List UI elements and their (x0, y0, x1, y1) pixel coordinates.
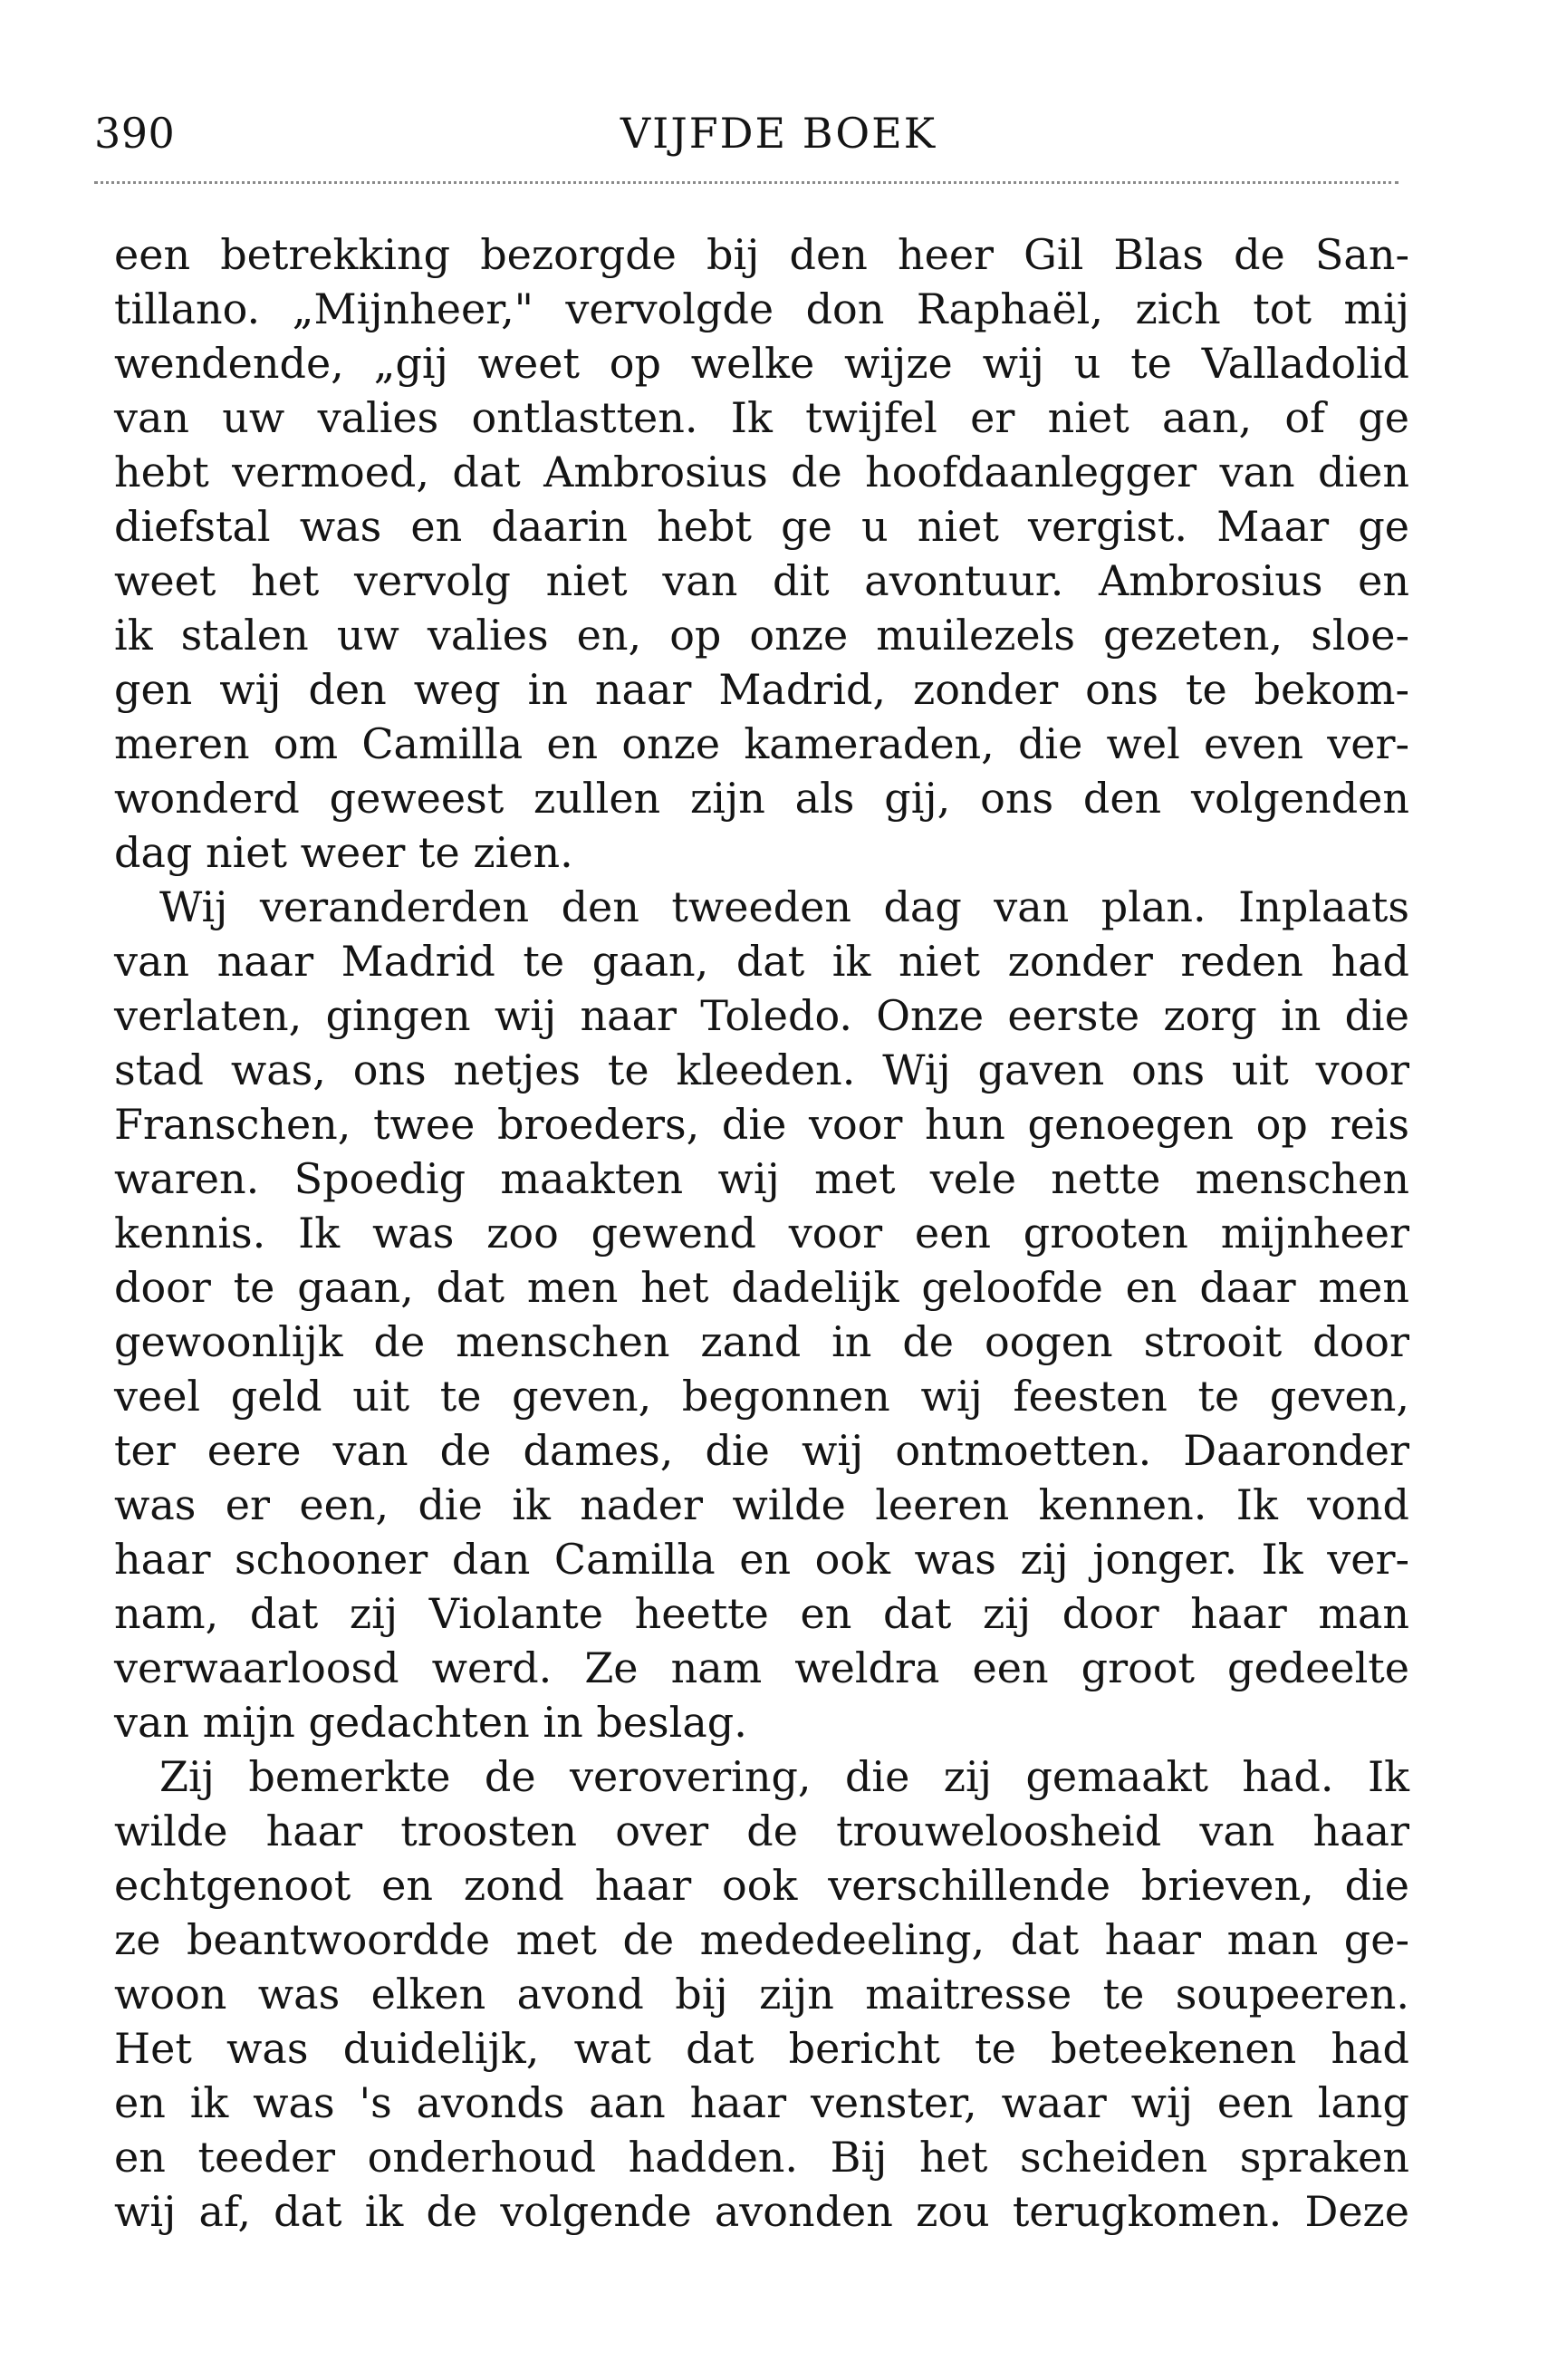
text-line: ter eere van de dames, die wij ontmoetten. Daaronder (114, 1426, 1409, 1475)
text-line: en ik was 's avonds aan haar venster, waar wij een lang (114, 2078, 1409, 2127)
text-line: hebt vermoed, dat Ambrosius de hoofdaanlegger van dien (114, 448, 1409, 496)
text-line: wonderd geweest zullen zijn als gij, ons den volgenden (114, 774, 1409, 823)
text-line: wilde haar troosten over de trouweloosheid van haar (114, 1807, 1409, 1855)
running-title: VIJFDE BOEK (620, 109, 937, 158)
text-line: verlaten, gingen wij naar Toledo. Onze eerste zorg in die (114, 991, 1409, 1040)
text-line: echtgenoot en zond haar ook verschillende brieven, die (114, 1861, 1409, 1910)
text-line: Wij veranderden den tweeden dag van plan. Inplaats (159, 882, 1409, 931)
text-line: meren om Camilla en onze kameraden, die wel even ver- (114, 719, 1409, 768)
text-line: Franschen, twee broeders, die voor hun genoegen op reis (114, 1100, 1409, 1149)
text-line: nam, dat zij Violante heette en dat zij door haar man (114, 1589, 1409, 1638)
text-line: van mijn gedachten in beslag. (114, 1698, 747, 1747)
text-line: kennis. Ik was zoo gewend voor een grooten mijnheer (114, 1209, 1409, 1257)
text-line: door te gaan, dat men het dadelijk geloofde en daar men (114, 1263, 1409, 1312)
text-line: haar schooner dan Camilla en ook was zij jonger. Ik ver- (114, 1535, 1409, 1584)
text-line: waren. Spoedig maakten wij met vele nette menschen (114, 1154, 1409, 1203)
text-line: ik stalen uw valies en, op onze muilezels gezeten, sloe- (114, 611, 1409, 660)
text-line: was er een, die ik nader wilde leeren kennen. Ik vond (114, 1480, 1409, 1529)
page-number: 390 (94, 109, 176, 158)
text-line: wij af, dat ik de volgende avonden zou terugkomen. Deze (114, 2187, 1409, 2236)
text-line: wendende, „gij weet op welke wijze wij u te Valladolid (114, 339, 1409, 388)
header-rule (94, 181, 1398, 184)
text-line: dag niet weer te zien. (114, 828, 573, 877)
text-line: en teeder onderhoud hadden. Bij het scheiden spraken (114, 2133, 1409, 2182)
text-line: veel geld uit te geven, begonnen wij feesten te geven, (114, 1372, 1409, 1421)
text-line: van naar Madrid te gaan, dat ik niet zonder reden had (114, 937, 1409, 986)
text-line: Zij bemerkte de verovering, die zij gemaakt had. Ik (159, 1752, 1409, 1801)
text-line: ze beantwoordde met de mededeeling, dat haar man ge- (114, 1915, 1409, 1964)
text-line: diefstal was en daarin hebt ge u niet vergist. Maar ge (114, 502, 1409, 551)
text-line: een betrekking bezorgde bij den heer Gil Blas de San- (114, 230, 1409, 279)
text-line: verwaarloosd werd. Ze nam weldra een groot gedeelte (114, 1643, 1409, 1692)
text-line: stad was, ons netjes te kleeden. Wij gaven ons uit voor (114, 1045, 1409, 1094)
text-line: gen wij den weg in naar Madrid, zonder ons te bekom- (114, 665, 1409, 714)
text-line: weet het vervolg niet van dit avontuur. Ambrosius en (114, 556, 1409, 605)
text-line: van uw valies ontlastten. Ik twijfel er niet aan, of ge (114, 393, 1409, 442)
text-line: Het was duidelijk, wat dat bericht te beteekenen had (114, 2024, 1409, 2073)
text-line: gewoonlijk de menschen zand in de oogen strooit door (114, 1317, 1409, 1366)
text-line: tillano. „Mijnheer," vervolgde don Raphaël, zich tot mij (114, 284, 1409, 333)
text-line: woon was elken avond bij zijn maitresse te soupeeren. (114, 1970, 1409, 2019)
